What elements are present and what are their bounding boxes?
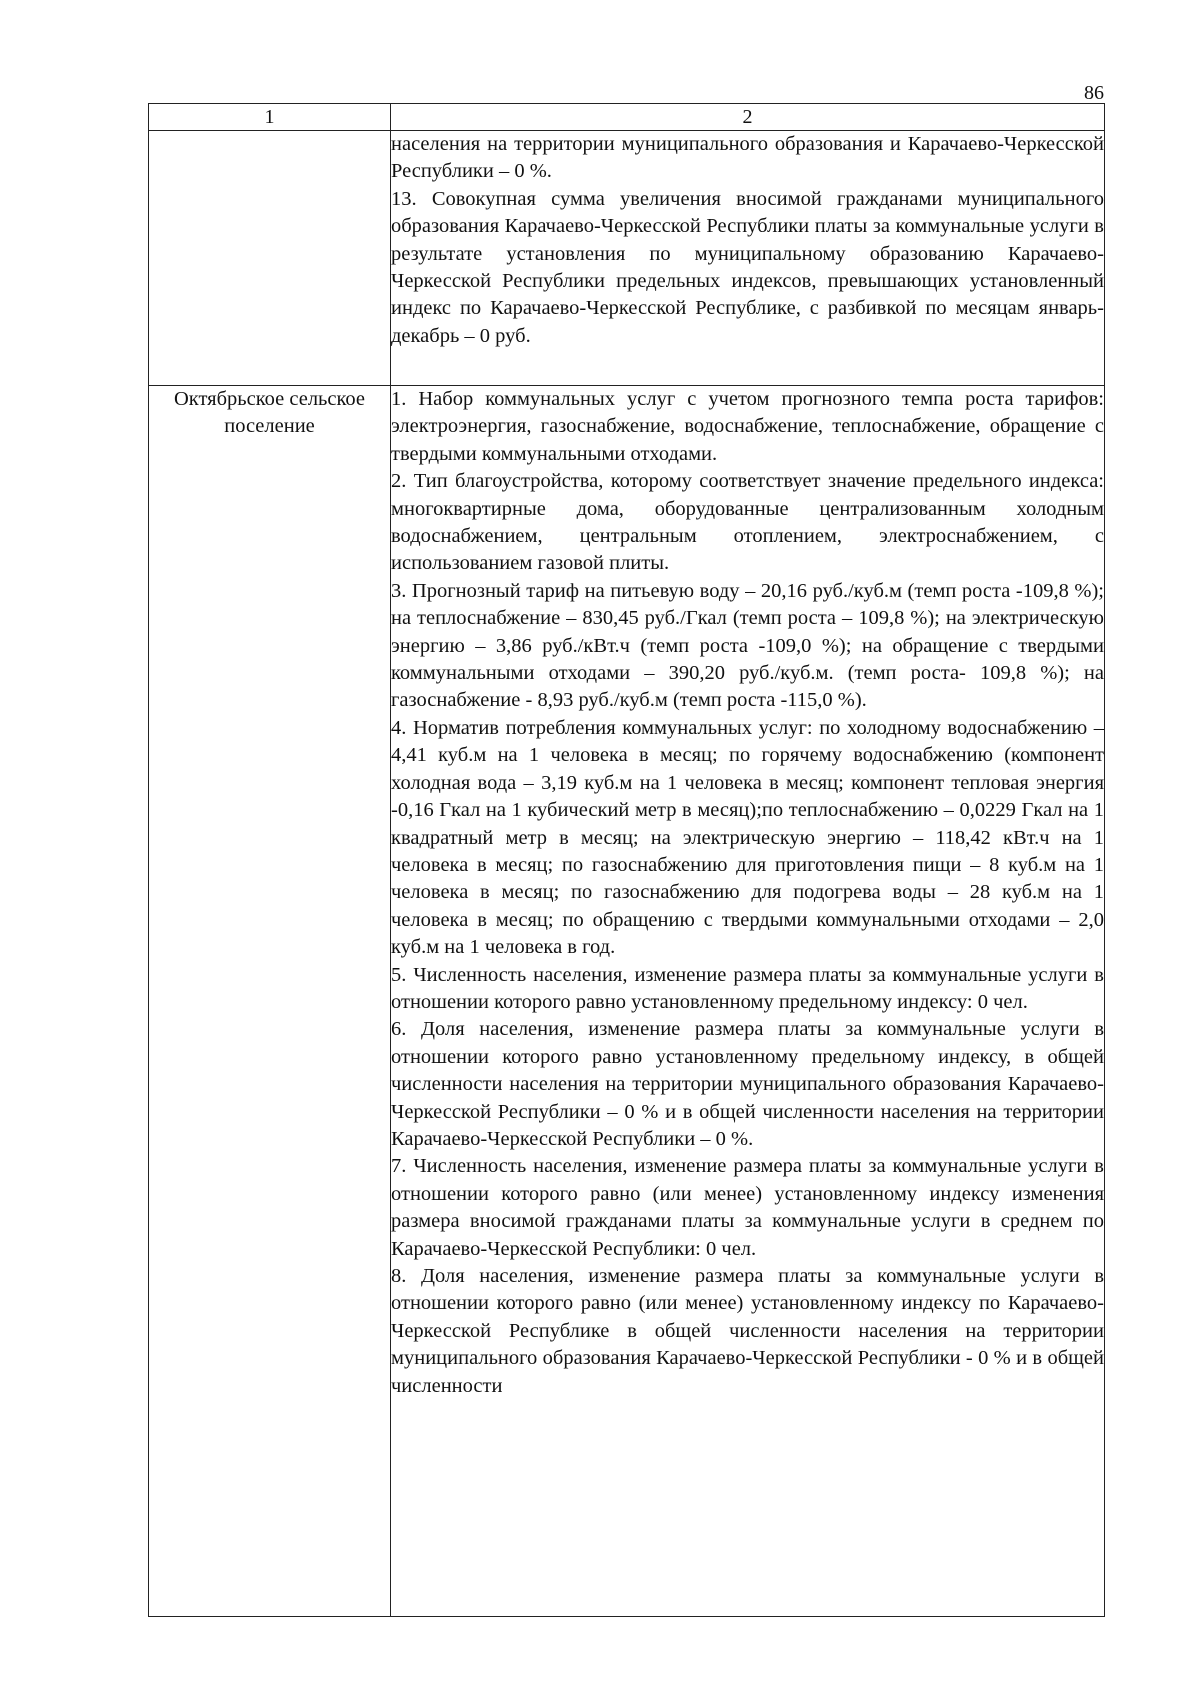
paragraph: 6. Доля населения, изменение размера платы за коммунальные услуги в отношении которого равно установленному предельному индексу, в общей численности населения на территории муниципального образования Карачаево-Черкесской Республики – 0 % и в общей численности населения на территории Карачаево-Черкесской Республики – 0 %.: [391, 1018, 1104, 1150]
column-header-2: 2: [391, 104, 1105, 131]
document-table: [148, 103, 1105, 1617]
paragraph: 5. Численность населения, изменение размера платы за коммунальные услуги в отношении которого равно установленному предельному индексу: 0 чел.: [391, 963, 1104, 1013]
paragraph: 8. Доля населения, изменение размера платы за коммунальные услуги в отношении которого равно (или менее) установленному индексу по Карачаево-Черкесской Республике в общей численности населения на территории муниципального образования Карачаево-Черкесской Республики - 0 % и в общей численности: [391, 1265, 1104, 1397]
paragraph: 4. Норматив потребления коммунальных услуг: по холодному водоснабжению – 4,41 куб.м на 1 человека в месяц; по горячему водоснабжению (компонент холодная вода – 3,19 куб.м на 1 человека в месяц; компонент тепловая энергия -0,16 Гкал на 1 кубический метр в месяц);по теплоснабжению – 0,0229 Гкал на 1 квадратный метр в месяц; на электрическую энергию – 118,42 кВт.ч на 1 человека в месяц; по газоснабжению для приготовления пищи – 8 куб.м на 1 человека в месяц; по газоснабжению для подогрева воды – 28 куб.м на 1 человека в месяц; по обращению с твердыми коммунальными отходами – 2,0 куб.м на 1 человека в год.: [391, 716, 1104, 959]
row-label: [149, 131, 391, 386]
row-content: [391, 386, 1105, 1617]
table-row: [149, 386, 1105, 1617]
paragraph: 7. Численность населения, изменение размера платы за коммунальные услуги в отношении которого равно (или менее) установленному индексу изменения размера вносимой гражданами платы за коммунальные услуги в среднем по Карачаево-Черкесской Республики: 0 чел.: [391, 1155, 1104, 1260]
row-label: Октябрьское сельское поселение: [149, 386, 391, 1617]
paragraph: 2. Тип благоустройства, которому соответствует значение предельного индекса: многоквартирные дома, оборудованные централизованным холодным водоснабжением, центральным отоплением, электроснабжением, с использованием газовой плиты.: [391, 470, 1104, 575]
table-header-row: [149, 104, 1105, 131]
row-content: [391, 131, 1105, 386]
paragraph: 1. Набор коммунальных услуг с учетом прогнозного темпа роста тарифов: электроэнергия, газоснабжение, водоснабжение, теплоснабжение, обращение с твердыми коммунальными отходами.: [391, 388, 1104, 465]
column-header-1: 1: [149, 104, 391, 131]
paragraph: населения на территории муниципального образования и Карачаево-Черкесской Республики – 0 %.: [391, 133, 1104, 183]
paragraph: 3. Прогнозный тариф на питьевую воду – 20,16 руб./куб.м (темп роста -109,8 %); на теплоснабжение – 830,45 руб./Гкал (темп роста – 109,8 %); на электрическую энергию – 3,86 руб./кВт.ч (темп роста -109,0 %); на обращение с твердыми коммунальными отходами – 390,20 руб./куб.м. (темп роста- 109,8 %); на газоснабжение - 8,93 руб./куб.м (темп роста -115,0 %).: [391, 579, 1104, 712]
paragraph: 13. Совокупная сумма увеличения вносимой гражданами муниципального образования Карачаево-Черкесской Республики платы за коммунальные услуги в результате установления по муниципальному образованию Карачаево-Черкесской Республики предельных индексов, превышающих установленный индекс по Карачаево-Черкесской Республике, с разбивкой по месяцам январь-декабрь – 0 руб.: [391, 187, 1104, 347]
page-number: 86: [1084, 82, 1104, 104]
table-row: [149, 131, 1105, 386]
